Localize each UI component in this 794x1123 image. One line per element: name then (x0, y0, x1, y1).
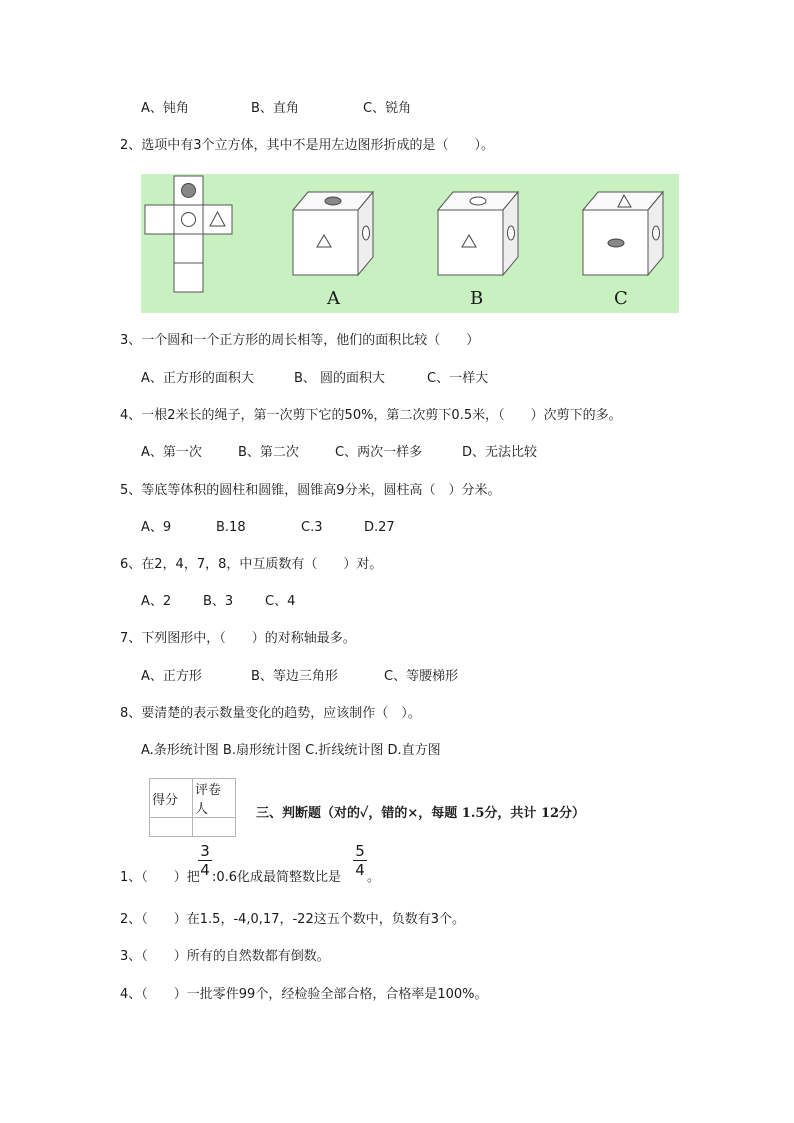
q5-option-d: D.27 (364, 520, 395, 535)
gray-circle-icon (182, 184, 196, 198)
fraction-3-4 (198, 843, 212, 878)
judge-2: 2、（ ）在1.5，-4,0,17，-22这五个数中，负数有3个。 (120, 912, 465, 927)
q6-option-b: B、3 (203, 594, 234, 609)
reviewer-label: 评卷人 (193, 779, 236, 818)
question-4: 4、一根2米长的绳子，第一次剪下它的50%，第二次剪下0.5米，（ ）次剪下的多。 (120, 408, 622, 423)
question-5: 5、等底等体积的圆柱和圆锥，圆锥高9分米，圆柱高（ ）分米。 (120, 483, 501, 498)
cube-label-b: B (470, 288, 484, 309)
q8-options: A.条形统计图 B.扇形统计图 C.折线统计图 D.直方图 (141, 743, 441, 758)
question-2: 2、选项中有3个立方体，其中不是用左边图形折成的是（ ）。 (120, 138, 495, 153)
judge-1-prefix: 1、（ ）把 (120, 870, 200, 885)
cube-label-a: A (327, 288, 340, 309)
reviewer-cell (193, 818, 236, 837)
fraction-2-numerator: 5 (355, 842, 365, 860)
question-3: 3、一个圆和一个正方形的周长相等，他们的面积比较（ ） (120, 333, 480, 348)
score-table (149, 778, 236, 837)
q4-option-d: D、无法比较 (462, 445, 538, 460)
q5-option-c: C.3 (301, 520, 323, 535)
judge-1-middle: :0.6化成最简整数比是 (212, 870, 342, 885)
cube-net-figure (141, 174, 679, 313)
judge-4: 4、（ ）一批零件99个，经检验全部合格，合格率是100%。 (120, 987, 488, 1002)
q7-option-a: A、正方形 (141, 669, 202, 684)
fraction-1-denominator: 4 (200, 861, 210, 879)
q1-option-a: A、钝角 (141, 101, 189, 116)
q5-option-a: A、9 (141, 520, 172, 535)
score-label: 得分 (150, 779, 193, 818)
q5-option-b: B.18 (216, 520, 246, 535)
section-3-title: 三、判断题（对的✓，错的×，每题 1.5分，共计 12分） (256, 806, 586, 821)
fraction-1-numerator: 3 (200, 842, 210, 860)
q6-option-a: A、2 (141, 594, 172, 609)
question-8: 8、要清楚的表示数量变化的趋势，应该制作（ ）。 (120, 706, 421, 721)
q4-option-b: B、第二次 (238, 445, 299, 460)
cube-c (583, 192, 663, 275)
q1-option-b: B、直角 (251, 101, 299, 116)
cube-a (293, 192, 373, 275)
q1-option-c: C、锐角 (363, 101, 412, 116)
question-6: 6、在2，4，7，8，中互质数有（ ）对。 (120, 557, 383, 572)
q6-option-c: C、4 (265, 594, 296, 609)
q4-option-c: C、两次一样多 (335, 445, 423, 460)
circle-icon (182, 213, 196, 227)
judge-1-suffix: 。 (367, 870, 381, 885)
q7-option-b: B、等边三角形 (251, 669, 338, 684)
q3-option-a: A、正方形的面积大 (141, 371, 254, 386)
cube-b (438, 192, 518, 275)
question-7: 7、下列图形中，（ ）的对称轴最多。 (120, 631, 356, 646)
cube-figure-svg (141, 174, 679, 313)
score-cell (150, 818, 193, 837)
judge-3: 3、（ ）所有的自然数都有倒数。 (120, 949, 330, 964)
q7-option-c: C、等腰梯形 (384, 669, 459, 684)
fraction-2-denominator: 4 (355, 861, 365, 879)
q3-option-b: B、 圆的面积大 (294, 371, 386, 386)
cube-label-c: C (614, 288, 628, 309)
fraction-5-4 (353, 843, 367, 878)
q3-option-c: C、一样大 (427, 371, 489, 386)
q4-option-a: A、第一次 (141, 445, 202, 460)
